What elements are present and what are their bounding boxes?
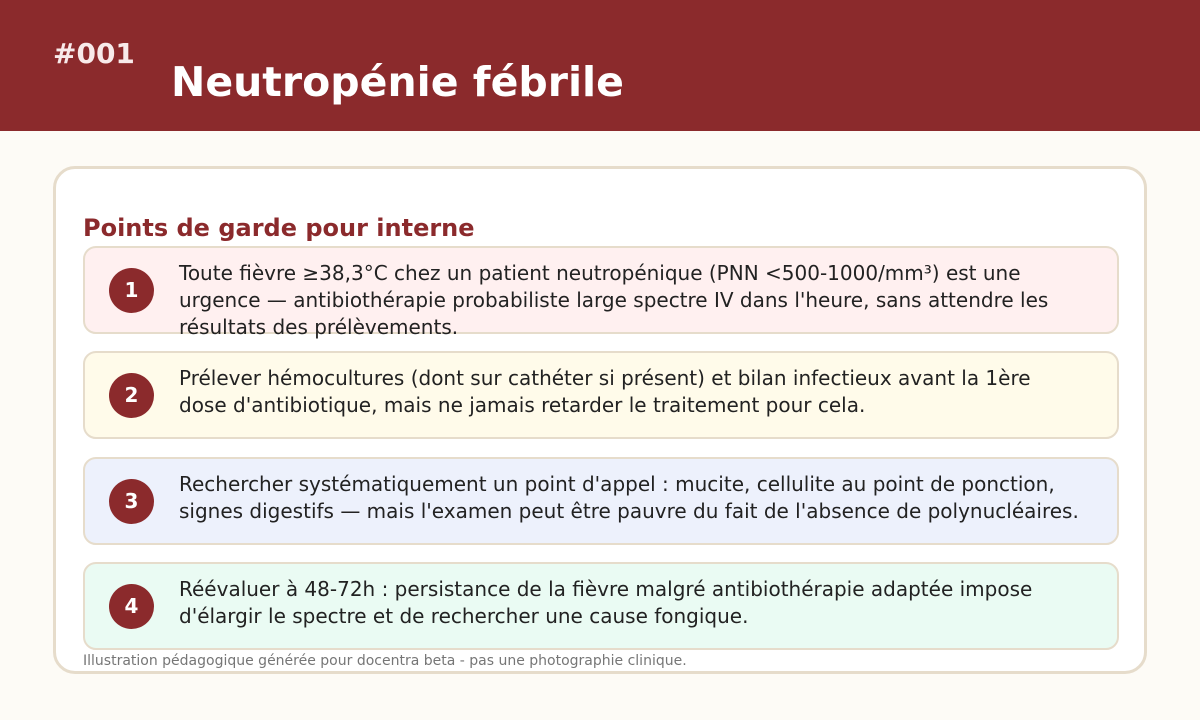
page-header — [0, 0, 1200, 131]
point-text: Réévaluer à 48-72h : persistance de la fièvre malgré antibiothérapie adaptée impose d'élargir le spectre et de rechercher une cause fongique. — [179, 577, 1033, 628]
guard-point-4 — [83, 562, 1119, 650]
guard-points-card — [53, 166, 1147, 674]
card-title: Points de garde pour interne — [83, 213, 475, 242]
illustration-disclaimer: Illustration pédagogique générée pour docentra beta - pas une photographie clinique. — [83, 653, 687, 669]
point-number-badge: 3 — [109, 479, 154, 524]
case-number: #001 — [53, 37, 135, 70]
guard-point-2 — [83, 351, 1119, 439]
point-text: Rechercher systématiquement un point d'appel : mucite, cellulite au point de ponction, signes digestifs — mais l'examen peut être pauvre du fait de l'absence de polynucléaires. — [179, 472, 1079, 523]
guard-point-1 — [83, 246, 1119, 339]
page-title: Neutropénie fébrile — [171, 58, 624, 107]
point-number-badge: 1 — [109, 268, 154, 313]
point-number-badge: 2 — [109, 373, 154, 418]
point-text: Toute fièvre ≥38,3°C chez un patient neutropénique (PNN <500-1000/mm³) est une urgence — antibiothérapie probabiliste large spectre IV dans l'heure, sans attendre les résultats des prélèvements. — [179, 261, 1049, 339]
point-number-badge: 4 — [109, 584, 154, 629]
point-text: Prélever hémocultures (dont sur cathéter si présent) et bilan infectieux avant la 1ère dose d'antibiotique, mais ne jamais retarder le traitement pour cela. — [179, 366, 1031, 417]
guard-point-3 — [83, 457, 1119, 545]
